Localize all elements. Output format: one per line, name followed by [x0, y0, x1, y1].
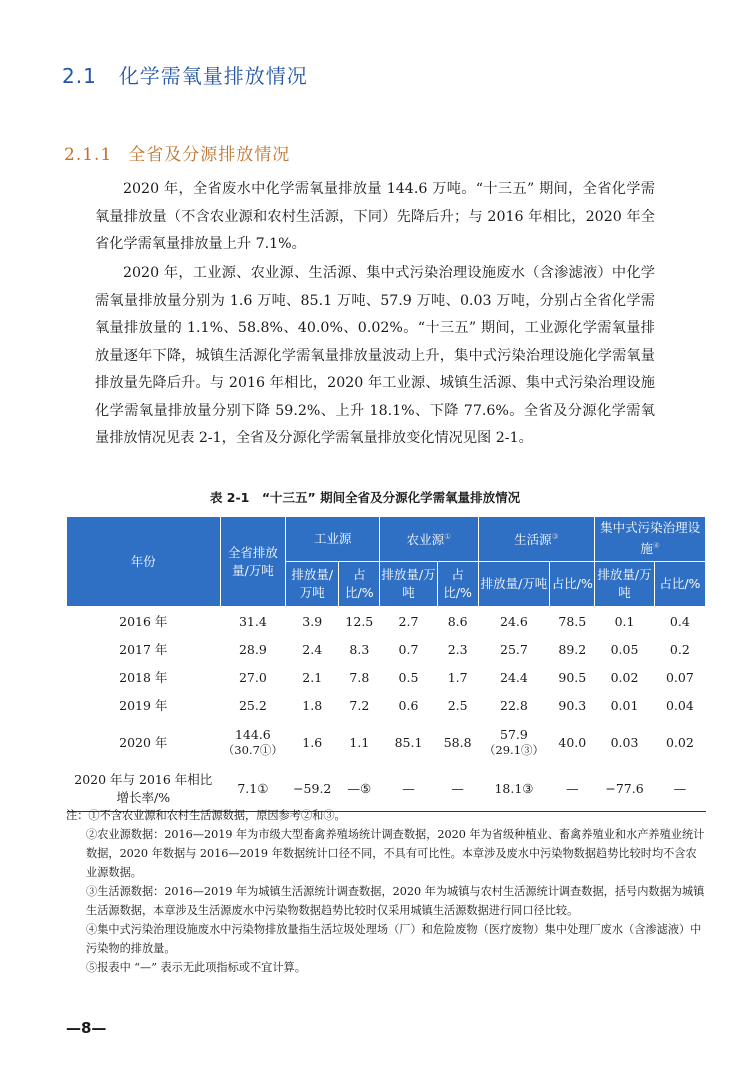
cell-agr-share: 2.3: [447, 641, 468, 657]
cell-ind-emission: −59.2: [286, 765, 339, 812]
cell-year: 2016 年: [119, 614, 168, 629]
header-agr-share: 占比/%: [437, 562, 478, 607]
cell-agr-emission: 0.5: [398, 669, 419, 685]
cell-dom-emission: 18.1③: [478, 765, 550, 812]
cell-ind-emission: 2.4: [302, 641, 323, 657]
cell-cen-share: 0.4: [669, 613, 690, 629]
cell-agr-emission: 85.1: [394, 734, 423, 750]
section-heading: [62, 60, 308, 89]
emissions-table: [66, 516, 706, 812]
header-dom-emission: 排放量/万吨: [478, 562, 550, 607]
cell-agr-emission: 0.6: [398, 697, 419, 713]
cell-dom-share: 90.3: [558, 697, 587, 713]
cell-agr-share: —: [437, 765, 478, 812]
section-title: 化学需氧量排放情况: [118, 64, 308, 88]
cell-total: 27.0: [238, 669, 267, 685]
table-row: [67, 691, 706, 719]
header-cen-share: 占比/%: [654, 562, 705, 607]
cell-year: 2017 年: [119, 642, 168, 657]
cell-dom-share: —: [550, 765, 595, 812]
cell-dom-share: 78.5: [558, 613, 587, 629]
header-domestic: [478, 517, 595, 562]
cell-ind-share: 7.2: [349, 697, 370, 713]
cell-ind-share: 1.1: [349, 734, 370, 750]
cell-ind-emission: 2.1: [302, 669, 323, 685]
header-agr-emission: 排放量/万吨: [380, 562, 437, 607]
cell-dom-emission: 25.7: [500, 641, 528, 657]
cell-total: 28.9: [238, 641, 267, 657]
cell-year: 2019 年: [119, 698, 168, 713]
cell-total-value: 144.6: [234, 726, 271, 742]
table-caption: 表 2-1 “十三五” 期间全省及分源化学需氧量排放情况: [209, 490, 521, 505]
table-row: [67, 635, 706, 663]
cell-ind-share: 7.8: [349, 669, 370, 685]
cell-ind-share: —⑤: [339, 765, 380, 812]
note-4: ④集中式污染治理设施废水中污染物排放量指生活垃圾处理场（厂）和危险废物（医疗废物）集中处理厂废水（含渗滤液）中污染物的排放量。: [86, 923, 702, 955]
cell-total: 7.1①: [220, 765, 286, 812]
cell-ind-emission: 3.9: [302, 613, 323, 629]
cell-ind-emission: 1.8: [302, 697, 323, 713]
cell-cen-share: 0.07: [665, 669, 694, 685]
cell-dom-share: 89.2: [558, 641, 587, 657]
cell-cen-share: 0.2: [669, 641, 690, 657]
table-notes: [66, 806, 706, 977]
note-5: ⑤报表中 “—” 表示无此项指标或不宜计算。: [86, 961, 306, 974]
cell-dom-share: 40.0: [558, 734, 587, 750]
cell-ind-emission: 1.6: [302, 734, 323, 750]
header-dom-share: 占比/%: [550, 562, 595, 607]
cell-cen-share: —: [654, 765, 705, 812]
cell-total-sub: （30.7①）: [222, 742, 283, 757]
cell-total: [220, 719, 286, 765]
cell-agr-share: 58.8: [443, 734, 472, 750]
page-number: —8—: [66, 1019, 107, 1037]
header-centralized-label: 集中式污染治理设施: [600, 520, 701, 557]
table-row: [67, 607, 706, 636]
header-ind-emission: 排放量/万吨: [286, 562, 339, 607]
subsection-title: 全省及分源排放情况: [128, 145, 291, 165]
header-centralized-mark: ④: [652, 541, 661, 551]
cell-agr-emission: —: [380, 765, 437, 812]
cell-year: 2018 年: [119, 670, 168, 685]
note-1: 注：①不含农业源和农村生活源数据，原因参考②和③。: [66, 809, 346, 822]
header-industrial: 工业源: [286, 517, 380, 562]
header-agricultural-mark: ①: [444, 532, 452, 542]
cell-total: 25.2: [238, 697, 267, 713]
cell-ind-share: 12.5: [345, 613, 374, 629]
header-domestic-label: 生活源: [514, 532, 552, 548]
cell-agr-share: 1.7: [447, 669, 468, 685]
cell-agr-emission: 0.7: [398, 641, 419, 657]
cell-dom-share: 90.5: [558, 669, 587, 685]
section-number: 2.1: [62, 64, 97, 88]
cell-agr-share: 8.6: [447, 613, 468, 629]
cell-year: 2020 年: [119, 735, 168, 750]
table-row: [67, 719, 706, 765]
cell-dom-emission: 24.6: [500, 613, 528, 629]
header-centralized: [595, 517, 706, 562]
cell-agr-share: 2.5: [447, 697, 468, 713]
cell-total: 31.4: [238, 613, 267, 629]
header-agricultural-label: 农业源: [406, 532, 445, 548]
header-agricultural: [380, 517, 478, 562]
paragraph-1: 2020 年，全省废水中化学需氧量排放量 144.6 万吨。“十三五” 期间，全省化学需氧量排放量（不含农业源和农村生活源，下同）先降后升；与 2016 年相比，2020 年全省化学需氧量排放量上升 7.1%。: [95, 181, 655, 252]
subsection-heading: [64, 140, 290, 165]
cell-dom-emission: [478, 719, 550, 765]
cell-agr-emission: 2.7: [398, 613, 419, 629]
cell-cen-emission: −77.6: [595, 765, 654, 812]
cell-cen-emission: 0.1: [614, 613, 635, 629]
header-domestic-mark: ③: [551, 532, 559, 542]
cell-ind-share: 8.3: [349, 641, 370, 657]
cell-cen-emission: 0.02: [610, 669, 639, 685]
cell-cen-emission: 0.05: [610, 641, 639, 657]
cell-cen-emission: 0.03: [610, 734, 639, 750]
header-total: 全省排放量/万吨: [220, 517, 286, 607]
cell-cen-emission: 0.01: [610, 697, 639, 713]
cell-cen-share: 0.02: [665, 734, 694, 750]
subsection-number: 2.1.1: [64, 145, 113, 165]
note-3: ③生活源数据：2016—2019 年为城镇生活源统计调查数据，2020 年为城镇与农村生活源统计调查数据，括号内数据为城镇生活源数据，本章涉及生活源废水中污染物数据趋势比较时仅采用城镇生活源数据进行同口径比较。: [86, 885, 705, 917]
cell-dom-sub: （29.1③）: [483, 742, 545, 757]
note-2: ②农业源数据：2016—2019 年为市级大型畜禽养殖场统计调查数据，2020 年为省级种植业、畜禽养殖业和水产养殖业统计数据，2020 年数据与 2016—2019 年数据统计口径不同，不具有可比性。本章涉及废水中污染物数据趋势比较时均不含农业源数据。: [86, 828, 705, 879]
header-ind-share: 占比/%: [339, 562, 380, 607]
cell-dom-emission: 24.4: [500, 669, 528, 685]
table-row: [67, 663, 706, 691]
cell-cen-share: 0.04: [665, 697, 694, 713]
paragraph-2: 2020 年，工业源、农业源、生活源、集中式污染治理设施废水（含渗滤液）中化学需氧量排放量分别为 1.6 万吨、85.1 万吨、57.9 万吨、0.03 万吨，分别占全省化学需氧量排放量的 1.1%、58.8%、40.0%、0.02%。“十三五” 期间，工业源化学需氧量排放量逐年下降，城镇生活源化学需氧量排放量波动上升，集中式污染治理设施化学需氧量排放量先降后升。与 2016 年相比，2020 年工业源、城镇生活源、集中式污染治理设施化学需氧量排放量分别下降 59.2%、上升 18.1%、下降 77.6%。全省及分源化学需氧量排放情况见表 2-1，全省及分源化学需氧量排放变化情况见图 2-1。: [95, 265, 655, 446]
cell-dom-emission: 22.8: [500, 697, 528, 713]
cell-year: 2020 年与 2016 年相比增长率/%: [67, 765, 221, 812]
header-cen-emission: 排放量/万吨: [595, 562, 654, 607]
cell-dom-value: 57.9: [500, 726, 528, 742]
table-row: [67, 765, 706, 812]
header-year: 年份: [67, 517, 221, 607]
